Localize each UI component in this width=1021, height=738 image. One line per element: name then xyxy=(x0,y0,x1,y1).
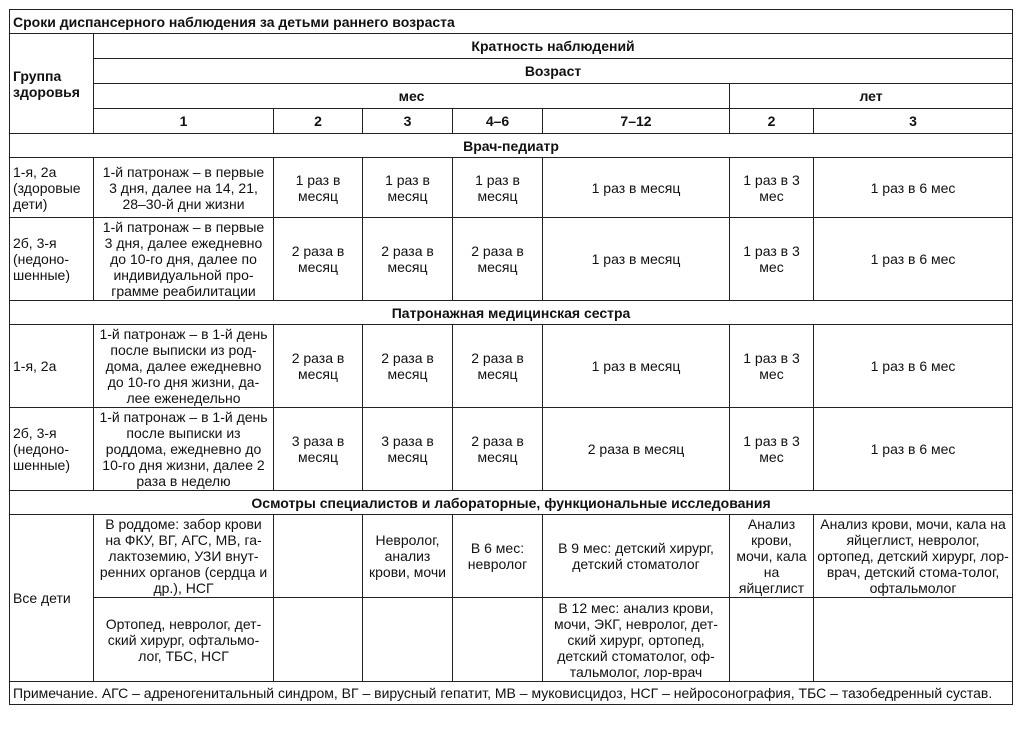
table-cell: В 6 мес: невролог xyxy=(453,515,543,598)
table-row xyxy=(10,218,1013,301)
table-cell: 1 раз в 6 мес xyxy=(814,218,1013,301)
table-cell xyxy=(274,515,363,598)
table-cell: 1 раз в 3 мес xyxy=(730,408,814,491)
health-group-cell: Все дети xyxy=(10,515,94,682)
table-cell: Невролог, анализ крови, мочи xyxy=(363,515,453,598)
column-header: 2 xyxy=(274,109,363,134)
table-cell: Ортопед, невролог, дет-ский хирург, офтальмо-лог, ТБС, НСГ xyxy=(94,598,274,682)
table-cell: 1 раз в 6 мес xyxy=(814,408,1013,491)
table-cell: 1-й патронаж – в первые 3 дня, далее ежедневно до 10-го дня, далее по индивидуальной про-грамме реабилитации xyxy=(94,218,274,301)
table-cell: 1 раз в 3 мес xyxy=(730,158,814,218)
table-cell: 1 раз в месяц xyxy=(363,158,453,218)
table-cell: В роддоме: забор крови на ФКУ, ВГ, АГС, МВ, га-лактоземию, УЗИ внут-ренних органов (сердца и др.), НСГ xyxy=(94,515,274,598)
table-cell: 3 раза в месяц xyxy=(363,408,453,491)
column-header: 7–12 xyxy=(543,109,730,134)
table-cell: 1 раз в 3 мес xyxy=(730,218,814,301)
table-cell: 2 раза в месяц xyxy=(453,325,543,408)
table-cell: 2 раза в месяц xyxy=(363,218,453,301)
table-cell xyxy=(363,598,453,682)
frequency-header: Кратность наблюдений xyxy=(94,34,1013,59)
column-header: 1 xyxy=(94,109,274,134)
table-cell: 1 раз в месяц xyxy=(453,158,543,218)
table-cell: 1 раз в 6 мес xyxy=(814,158,1013,218)
table-cell: 1 раз в месяц xyxy=(543,158,730,218)
column-header: 4–6 xyxy=(453,109,543,134)
health-group-header: Группа здоровья xyxy=(10,34,94,134)
table-cell xyxy=(274,598,363,682)
observation-schedule-table xyxy=(9,9,1013,705)
table-note: Примечание. АГС – адреногенитальный синдром, ВГ – вирусный гепатит, МВ – муковисцидоз, НСГ – нейросонография, ТБС – тазобедренный сустав. xyxy=(10,682,1013,705)
section-specialists: Осмотры специалистов и лабораторные, функциональные исследования xyxy=(10,491,1013,515)
table-cell: 2 раза в месяц xyxy=(274,218,363,301)
table-cell: 1 раз в месяц xyxy=(543,218,730,301)
months-header: мес xyxy=(94,84,730,109)
table-cell: 1 раз в 3 мес xyxy=(730,325,814,408)
table-row xyxy=(10,158,1013,218)
table-cell: 2 раза в месяц xyxy=(453,218,543,301)
table-cell: 3 раза в месяц xyxy=(274,408,363,491)
section-nurse: Патронажная медицинская сестра xyxy=(10,301,1013,325)
age-header: Возраст xyxy=(94,59,1013,84)
table-cell: 2 раза в месяц xyxy=(543,408,730,491)
table-row xyxy=(10,325,1013,408)
health-group-cell: 2б, 3-я (недоно-шенные) xyxy=(10,218,94,301)
years-header: лет xyxy=(730,84,1013,109)
table-row xyxy=(10,515,1013,598)
column-header: 3 xyxy=(363,109,453,134)
table-cell: В 12 мес: анализ крови, мочи, ЭКГ, невролог, дет-ский хирург, ортопед, детский стоматолог, оф-тальмолог, лор-врач xyxy=(543,598,730,682)
table-cell: 1 раз в месяц xyxy=(543,325,730,408)
health-group-cell: 2б, 3-я (недоно-шенные) xyxy=(10,408,94,491)
table-cell: 1-й патронаж – в первые 3 дня, далее на 14, 21, 28–30-й дни жизни xyxy=(94,158,274,218)
table-cell: 2 раза в месяц xyxy=(363,325,453,408)
section-pediatrician: Врач-педиатр xyxy=(10,134,1013,158)
table-cell: 2 раза в месяц xyxy=(274,325,363,408)
table-row xyxy=(10,408,1013,491)
table-cell xyxy=(730,598,814,682)
table-cell: 1 раз в 6 мес xyxy=(814,325,1013,408)
column-header: 3 xyxy=(814,109,1013,134)
table-cell: Анализ крови, мочи, кала на яйцеглист xyxy=(730,515,814,598)
table-cell: В 9 мес: детский хирург, детский стоматолог xyxy=(543,515,730,598)
table-cell xyxy=(453,598,543,682)
table-title: Сроки диспансерного наблюдения за детьми раннего возраста xyxy=(10,10,1013,34)
table-cell: 2 раза в месяц xyxy=(453,408,543,491)
health-group-cell: 1-я, 2а xyxy=(10,325,94,408)
table-cell: Анализ крови, мочи, кала на яйцеглист, невролог, ортопед, детский хирург, лор-врач, детский стома-толог, офтальмолог xyxy=(814,515,1013,598)
column-header: 2 xyxy=(730,109,814,134)
table-cell: 1-й патронаж – в 1-й день после выписки из род-дома, далее ежедневно до 10-го дня жизни, да-лее еженедельно xyxy=(94,325,274,408)
table-cell: 1 раз в месяц xyxy=(274,158,363,218)
health-group-cell: 1-я, 2а (здоровые дети) xyxy=(10,158,94,218)
table-row xyxy=(10,598,1013,682)
table-cell: 1-й патронаж – в 1-й день после выписки из роддома, ежедневно до 10-го дня жизни, далее 2 раза в неделю xyxy=(94,408,274,491)
table-cell xyxy=(814,598,1013,682)
